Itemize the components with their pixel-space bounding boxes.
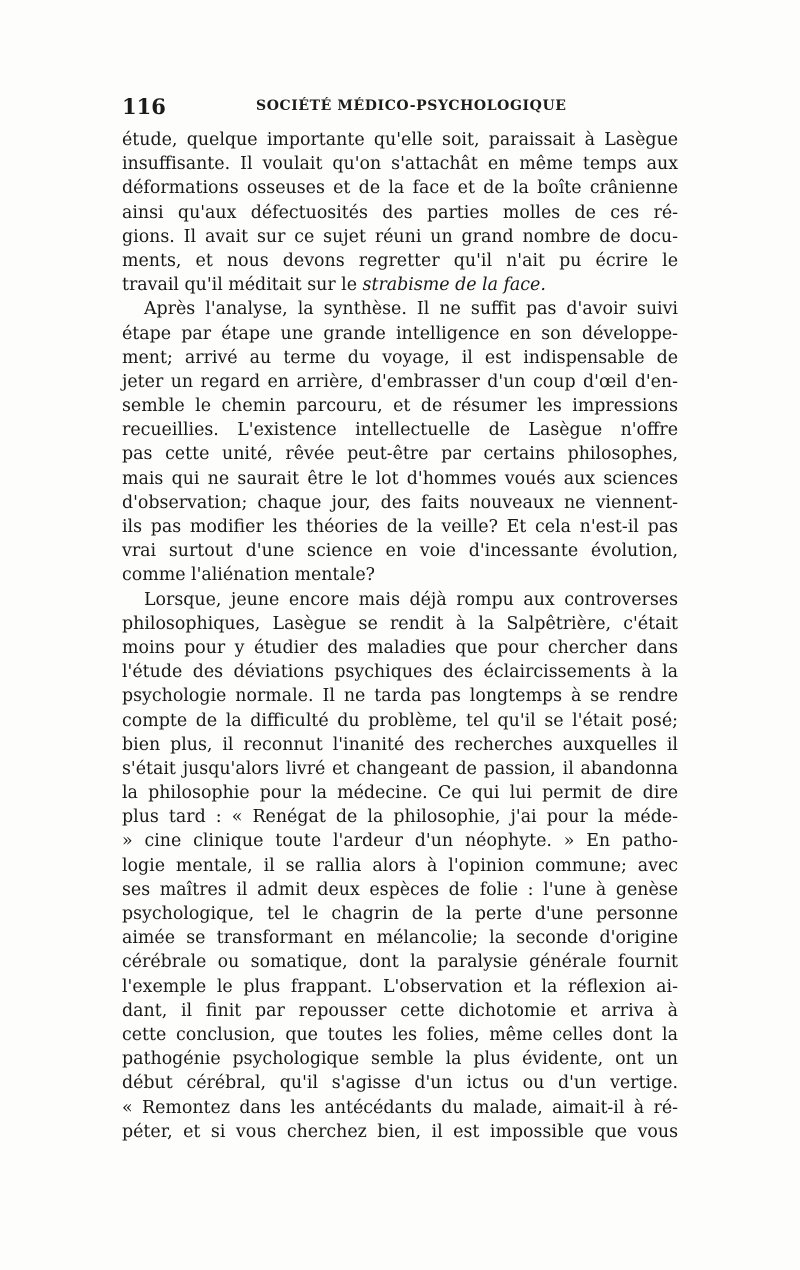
text-line: étude, quelque importante qu'elle soit, paraissait à Lasègue: [122, 130, 678, 150]
text-line: l'exemple le plus frappant. L'observation et la réflexion ai-: [122, 976, 678, 997]
text-line: moins pour y étudier des maladies que pour chercher dans: [122, 637, 678, 658]
text-line: ment; arrivé au terme du voyage, il est indispensable de: [122, 347, 678, 368]
text-line: compte de la difficulté du problème, tel qu'il se l'était posé;: [122, 710, 678, 731]
text-line: recueillies. L'existence intellectuelle de Lasègue n'offre: [122, 420, 678, 441]
text-line: cette conclusion, que toutes les folies, même celles dont la: [122, 1024, 678, 1045]
text-line: péter, et si vous cherchez bien, il est impossible que vous: [122, 1121, 678, 1142]
text-line: logie mentale, il se rallia alors à l'opinion commune; avec: [122, 855, 678, 876]
paragraph-start-line: Lorsque, jeune encore mais déjà rompu aux controverses: [144, 589, 678, 610]
text-span: travail qu'il méditait sur le: [122, 275, 363, 296]
text-line: « Remontez dans les antécédants du malade, aimait-il à ré-: [122, 1097, 678, 1118]
text-line: l'étude des déviations psychiques des éclaircissements à la: [122, 662, 678, 683]
text-line: étape par étape une grande intelligence en son développe-: [122, 323, 678, 344]
text-line: pas cette unité, rêvée peut-être par certains philosophes,: [122, 444, 678, 465]
italic-title: strabisme de la face.: [362, 275, 546, 296]
text-line: pathogénie psychologique semble la plus évidente, ont un: [122, 1049, 678, 1070]
text-line: [122, 273, 678, 297]
text-line: philosophiques, Lasègue se rendit à la Salpêtrière, c'était: [122, 613, 678, 634]
text-line: » cine clinique toute l'ardeur d'un néophyte. » En patho-: [122, 831, 678, 852]
text-line: vrai surtout d'une science en voie d'incessante évolution,: [122, 541, 678, 562]
paragraph-start-line: Après l'analyse, la synthèse. Il ne suffit pas d'avoir suivi: [144, 299, 678, 320]
page-header: [122, 94, 678, 122]
text-line: dant, il finit par repousser cette dichotomie et arriva à: [122, 1000, 678, 1021]
text-line: la philosophie pour la médecine. Ce qui lui permit de dire: [122, 783, 678, 804]
text-line: mais qui ne saurait être le lot d'hommes voués aux sciences: [122, 468, 678, 489]
text-line: gions. Il avait sur ce sujet réuni un grand nombre de docu-: [122, 226, 678, 247]
text-line: comme l'aliénation mentale?: [122, 565, 375, 586]
text-line: aimée se transformant en mélancolie; la seconde d'origine: [122, 928, 678, 949]
text-line: cérébrale ou somatique, dont la paralysie générale fournit: [122, 952, 678, 973]
text-line: ainsi qu'aux défectuosités des parties molles de ces ré-: [122, 202, 678, 223]
text-line: psychologique, tel le chagrin de la perte d'une personne: [122, 904, 678, 924]
text-line: ments, et nous devons regretter qu'il n'ait pu écrire le: [122, 250, 678, 271]
text-line: jeter un regard en arrière, d'embrasser d'un coup d'œil d'en-: [122, 371, 678, 392]
text-line: ses maîtres il admit deux espèces de folie : l'une à genèse: [122, 879, 678, 900]
text-line: ils pas modifier les théories de la veille? Et cela n'est-il pas: [122, 517, 678, 537]
body-text: [122, 128, 678, 1144]
text-line: s'était jusqu'alors livré et changeant de passion, il abandonna: [122, 758, 678, 779]
text-line: déformations osseuses et de la face et de la boîte crânienne: [122, 178, 678, 199]
page-number: 116: [122, 94, 166, 119]
text-line: insuffisante. Il voulait qu'on s'attachât en même temps aux: [122, 154, 678, 175]
text-line: plus tard : « Renégat de la philosophie, j'ai pour la méde-: [122, 807, 678, 828]
running-head: SOCIÉTÉ MÉDICO-PSYCHOLOGIQUE: [256, 98, 567, 114]
text-line: psychologie normale. Il ne tarda pas longtemps à se rendre: [122, 686, 678, 707]
text-line: début cérébral, qu'il s'agisse d'un ictus ou d'un vertige.: [122, 1073, 678, 1094]
text-line: semble le chemin parcouru, et de résumer les impressions: [122, 396, 678, 417]
text-line: d'observation; chaque jour, des faits nouveaux ne viennent-: [122, 492, 678, 513]
text-line: bien plus, il reconnut l'inanité des recherches auxquelles il: [122, 734, 678, 755]
